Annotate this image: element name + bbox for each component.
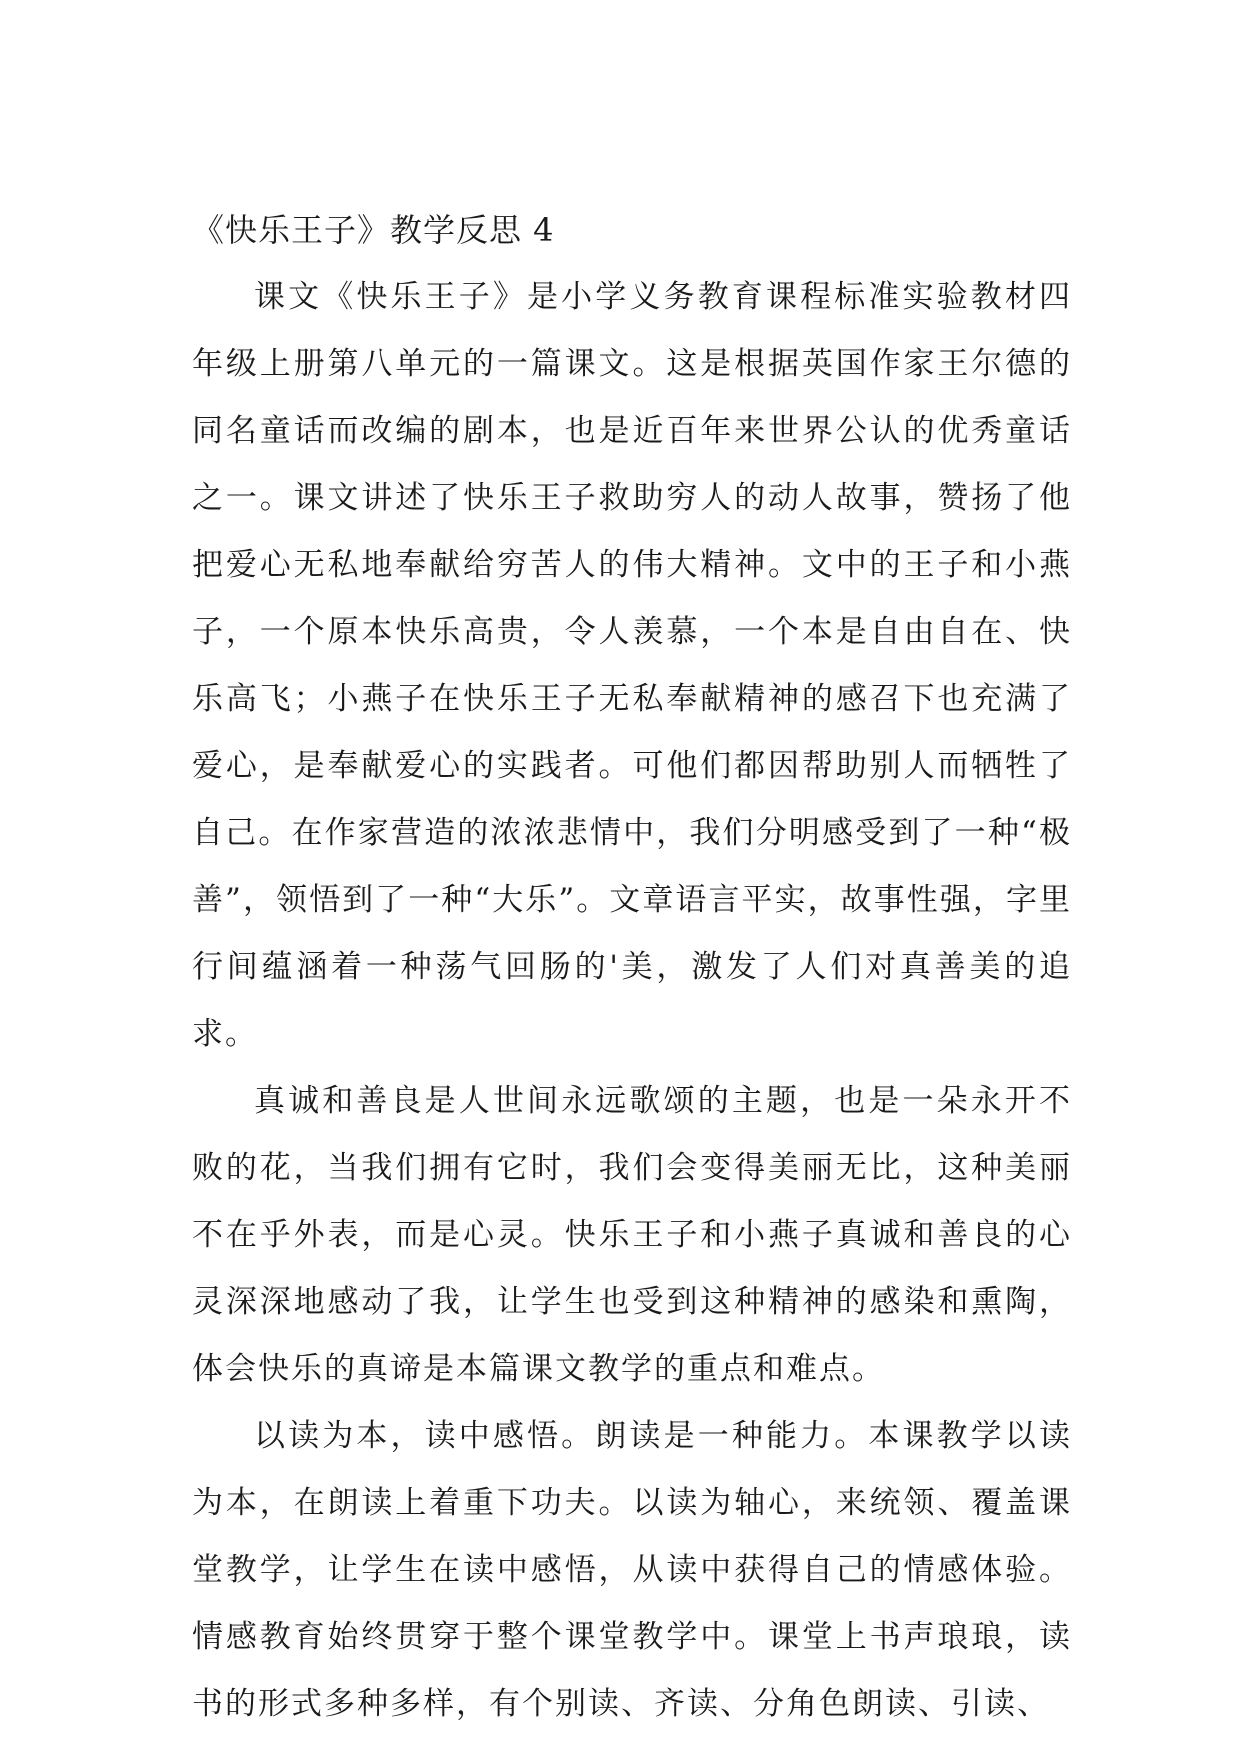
- paragraph-3: 以读为本，读中感悟。朗读是一种能力。本课教学以读为本，在朗读上着重下功夫。以读为轴心，来统领、覆盖课堂教学，让学生在读中感悟，从读中获得自己的情感体验。情感教育始终贯穿于整个课堂教学中。课堂上书声琅琅，读书的形式多种多样，有个别读、齐读、分角色朗读、引读、: [192, 1418, 1072, 1722]
- document-page: [192, 208, 1072, 1738]
- paragraph-2: 真诚和善良是人世间永远歌颂的主题，也是一朵永开不败的花，当我们拥有它时，我们会变得美丽无比，这种美丽不在乎外表，而是心灵。快乐王子和小燕子真诚和善良的心灵深深地感动了我，让学生也受到这种精神的感染和熏陶，体会快乐的真谛是本篇课文教学的重点和难点。: [192, 1083, 1072, 1387]
- document-title: 《快乐王子》教学反思 4: [192, 211, 555, 249]
- paragraph-1: 课文《快乐王子》是小学义务教育课程标准实验教材四年级上册第八单元的一篇课文。这是根据英国作家王尔德的同名童话而改编的剧本，也是近百年来世界公认的优秀童话之一。课文讲述了快乐王子救助穷人的动人故事，赞扬了他把爱心无私地奉献给穷苦人的伟大精神。文中的王子和小燕子，一个原本快乐高贵，令人羡慕，一个本是自由自在、快乐高飞；小燕子在快乐王子无私奉献精神的感召下也充满了爱心，是奉献爱心的实践者。可他们都因帮助别人而牺牲了自己。在作家营造的浓浓悲情中，我们分明感受到了一种“极善”，领悟到了一种“大乐”。文章语言平实，故事性强，字里行间蕴涵着一种荡气回肠的'美，激发了人们对真善美的追求。: [192, 279, 1072, 1052]
